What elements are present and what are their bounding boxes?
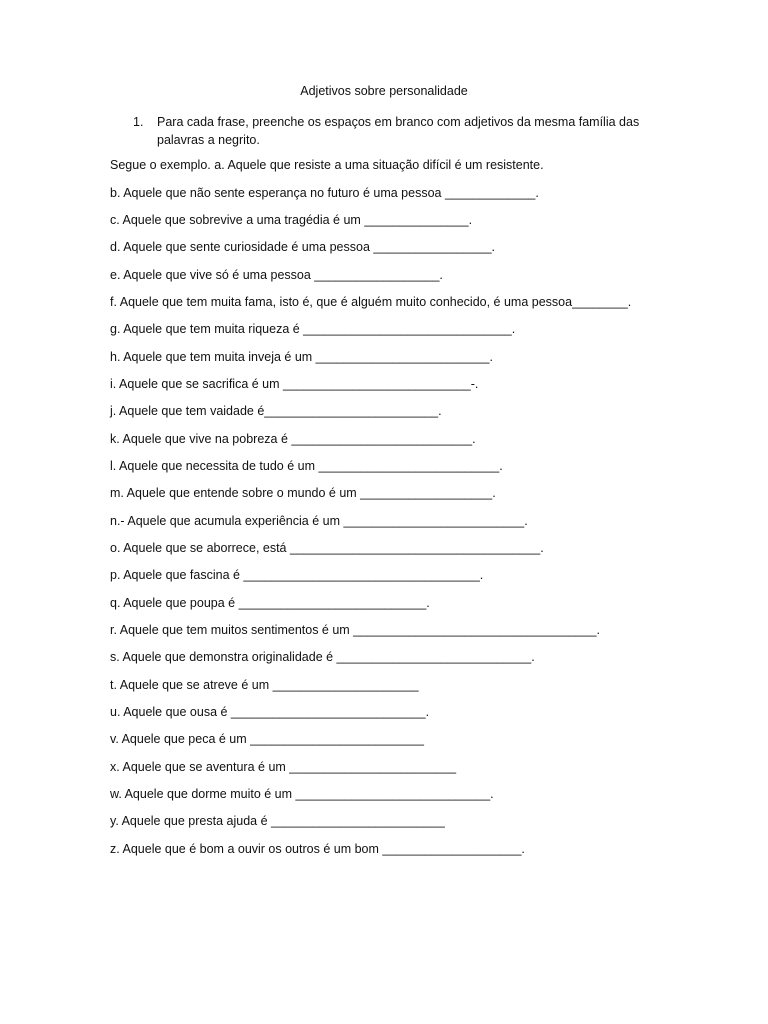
instruction-text: Para cada frase, preenche os espaços em branco com adjetivos da mesma família das palavras a negrito. <box>157 115 640 147</box>
exercise-line: n.- Aquele que acumula experiência é um __________________________. <box>110 514 528 528</box>
exercise-line: b. Aquele que não sente esperança no futuro é uma pessoa _____________. <box>110 186 539 200</box>
page-title: Adjetivos sobre personalidade <box>300 84 468 98</box>
exercise-line: c. Aquele que sobrevive a uma tragédia é um _______________. <box>110 213 473 227</box>
exercise-line: d. Aquele que sente curiosidade é uma pessoa _________________. <box>110 240 496 254</box>
exercise-line: v. Aquele que peca é um _________________________ <box>110 732 424 746</box>
exercise-line: p. Aquele que fascina é __________________________________. <box>110 568 484 582</box>
exercise-line: e. Aquele que vive só é uma pessoa __________________. <box>110 268 443 282</box>
exercise-line: j. Aquele que tem vaidade é_________________________. <box>110 404 442 418</box>
exercise-line: y. Aquele que presta ajuda é _________________________ <box>110 814 445 828</box>
exercise-line: r. Aquele que tem muitos sentimentos é um ___________________________________. <box>110 623 600 637</box>
exercise-line: z. Aquele que é bom a ouvir os outros é um bom ____________________. <box>110 842 525 856</box>
instruction-number: 1. <box>133 115 144 129</box>
exercise-line: m. Aquele que entende sobre o mundo é um ___________________. <box>110 486 496 500</box>
exercise-line: g. Aquele que tem muita riqueza é ______________________________. <box>110 322 516 336</box>
exercise-line: Segue o exemplo. a. Aquele que resiste a uma situação difícil é um resistente. <box>110 158 544 172</box>
exercise-line: w. Aquele que dorme muito é um ____________________________. <box>110 787 494 801</box>
exercise-line: q. Aquele que poupa é ___________________________. <box>110 596 430 610</box>
exercise-line: x. Aquele que se aventura é um ________________________ <box>110 760 457 774</box>
exercise-line: i. Aquele que se sacrifica é um ___________________________-. <box>110 377 479 391</box>
exercise-line: k. Aquele que vive na pobreza é __________________________. <box>110 432 476 446</box>
exercise-line: t. Aquele que se atreve é um _____________________ <box>110 678 419 692</box>
exercise-line: s. Aquele que demonstra originalidade é ____________________________. <box>110 650 535 664</box>
exercise-line: f. Aquele que tem muita fama, isto é, que é alguém muito conhecido, é uma pessoa________. <box>110 295 632 309</box>
exercise-line: l. Aquele que necessita de tudo é um __________________________. <box>110 459 503 473</box>
exercise-line: o. Aquele que se aborrece, está ____________________________________. <box>110 541 544 555</box>
exercise-line: h. Aquele que tem muita inveja é um _________________________. <box>110 350 493 364</box>
instruction <box>133 113 673 149</box>
exercise-line: u. Aquele que ousa é ____________________________. <box>110 705 430 719</box>
